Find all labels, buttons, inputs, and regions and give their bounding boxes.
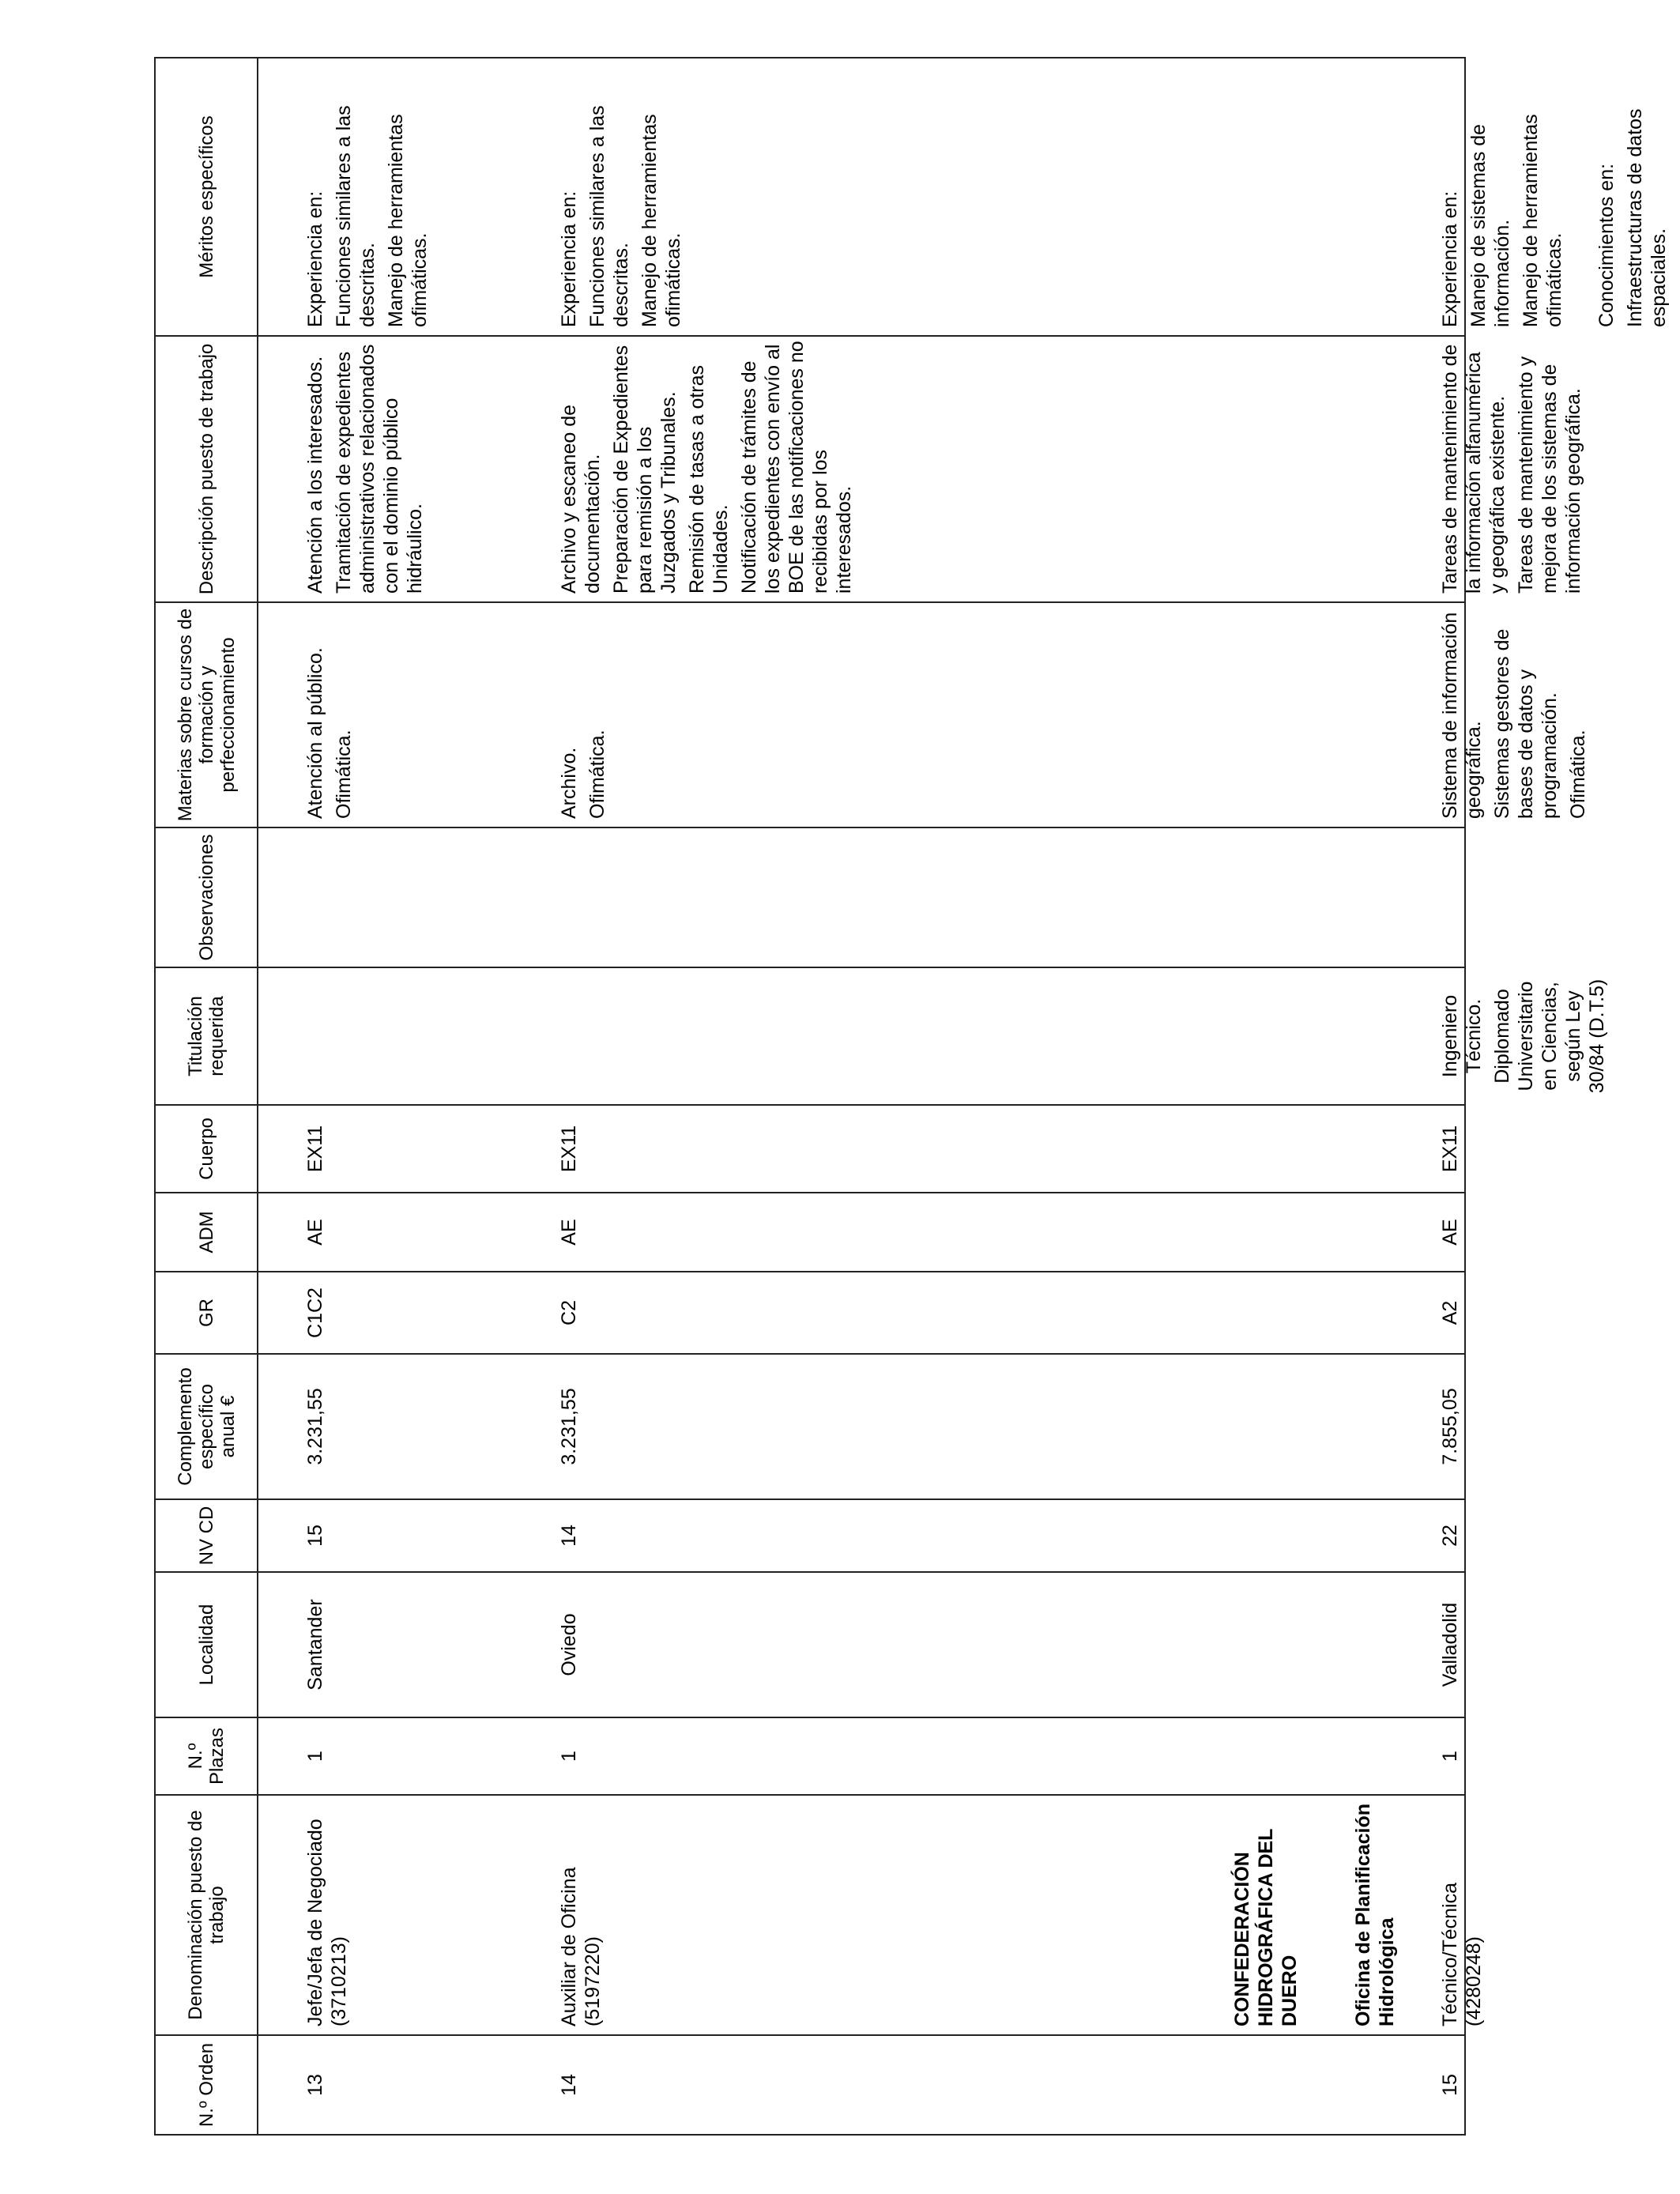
denominacion-13 bbox=[303, 1796, 351, 2034]
header-meritos: Méritos específicos bbox=[155, 58, 258, 336]
header-denominacion: Denominación puesto de trabajo bbox=[155, 1795, 258, 2035]
cuerpo-14: EX11 bbox=[558, 1125, 580, 1173]
meritos-13-item: Manejo de herramientas ofimáticas. bbox=[385, 114, 431, 327]
descripcion-14 bbox=[557, 337, 861, 601]
meritos-13 bbox=[303, 58, 436, 335]
rotated-table-wrapper bbox=[154, 58, 1670, 2136]
adm-13: AE bbox=[304, 1219, 326, 1246]
header-cuerpo: Cuerpo bbox=[155, 1105, 258, 1193]
gr-15: A2 bbox=[1439, 1300, 1461, 1325]
column-cuerpo bbox=[258, 1105, 1465, 1193]
header-plazas: N.º Plazas bbox=[155, 1717, 258, 1795]
descripcion-14-item: Remisión de tasas a otras Unidades. bbox=[686, 364, 732, 594]
materias-14-item: Ofimática. bbox=[586, 729, 608, 819]
subsection-heading: Oficina de Planificación Hidrológica bbox=[1352, 1803, 1398, 2026]
meritos-15-spacer bbox=[1571, 62, 1595, 327]
adm-14: AE bbox=[558, 1219, 580, 1246]
meritos-13-item: Funciones similares a las descritas. bbox=[333, 105, 379, 327]
titulacion-15-item: Ingeniero Técnico. bbox=[1439, 994, 1485, 1078]
meritos-15-item: Manejo de herramientas ofimáticas. bbox=[1520, 114, 1565, 327]
adm-15: AE bbox=[1439, 1219, 1461, 1246]
nvcd-14: 14 bbox=[558, 1525, 580, 1547]
titulacion-15 bbox=[1438, 968, 1614, 1104]
column-materias bbox=[258, 602, 1589, 827]
localidad-14: Oviedo bbox=[558, 1613, 580, 1676]
meritos-15-item: Conocimientos en: bbox=[1595, 163, 1618, 327]
cuerpo-13: EX11 bbox=[304, 1125, 326, 1173]
plazas-14: 1 bbox=[558, 1751, 580, 1762]
localidad-13: Santander bbox=[304, 1599, 326, 1691]
descripcion-14-item: Archivo y escaneo de documentación. bbox=[558, 404, 604, 594]
header-observaciones: Observaciones bbox=[155, 827, 258, 967]
complemento-13: 3.231,55 bbox=[304, 1388, 326, 1465]
header-nvcd: NV CD bbox=[155, 1499, 258, 1572]
gr-13: C1C2 bbox=[304, 1287, 326, 1338]
descripcion-13-item: Atención a los interesados. bbox=[304, 356, 326, 594]
titulacion-15-item: Diplomado Universitario en Ciencias, según Ley 30/84 (D.T.5) bbox=[1491, 978, 1608, 1094]
column-localidad bbox=[258, 1572, 1465, 1717]
descripcion-14-item: Preparación de Expedientes para remisión a los Juzgados y Tribunales. bbox=[610, 345, 680, 594]
meritos-13-item: Experiencia en: bbox=[304, 190, 326, 327]
denominacion-14-name: Auxiliar de Oficina bbox=[558, 1867, 580, 2026]
column-complemento bbox=[258, 1354, 1465, 1499]
column-meritos bbox=[258, 58, 1670, 336]
materias-15 bbox=[1438, 603, 1595, 827]
meritos-15-item: Infraestructuras de datos espaciales. bbox=[1624, 108, 1670, 327]
materias-13-item: Atención al público. bbox=[304, 647, 326, 819]
descripcion-13-item: Tramitación de expedientes administrativos relacionados con el dominio público hidráulico. bbox=[333, 344, 426, 594]
materias-15-item: Sistemas gestores de bases de datos y programación. bbox=[1491, 628, 1561, 819]
denominacion-14 bbox=[557, 1796, 605, 2034]
column-observaciones bbox=[258, 827, 1465, 967]
materias-14 bbox=[557, 603, 614, 827]
complemento-15: 7.855,05 bbox=[1439, 1388, 1461, 1465]
column-descripcion bbox=[258, 336, 1584, 602]
materias-13-item: Ofimática. bbox=[333, 729, 355, 819]
orden-13: 13 bbox=[304, 2074, 326, 2096]
header-complemento: Complemento específico anual € bbox=[155, 1354, 258, 1499]
column-nvcd bbox=[258, 1499, 1465, 1572]
column-plazas bbox=[258, 1717, 1465, 1795]
meritos-14-item: Funciones similares a las descritas. bbox=[586, 105, 632, 327]
denominacion-13-code: (3710213) bbox=[328, 1936, 350, 2026]
header-titulacion: Titulación requerida bbox=[155, 967, 258, 1105]
materias-15-item: Ofimática. bbox=[1567, 729, 1589, 819]
header-descripcion: Descripción puesto de trabajo bbox=[155, 336, 258, 602]
orden-14: 14 bbox=[558, 2074, 580, 2096]
header-adm: ADM bbox=[155, 1193, 258, 1272]
denominacion-15: Técnico/Técnica (4280248) bbox=[1439, 1882, 1485, 2026]
header-localidad: Localidad bbox=[155, 1572, 258, 1717]
nvcd-13: 15 bbox=[304, 1525, 326, 1547]
plazas-15: 1 bbox=[1439, 1751, 1461, 1762]
descripcion-15 bbox=[1438, 337, 1590, 601]
orden-15: 15 bbox=[1439, 2074, 1461, 2096]
header-materias: Materias sobre cursos de formación y perfeccionamiento bbox=[155, 602, 258, 827]
complemento-14: 3.231,55 bbox=[558, 1388, 580, 1465]
materias-14-item: Archivo. bbox=[558, 747, 580, 819]
descripcion-13 bbox=[303, 337, 431, 601]
column-titulacion bbox=[258, 967, 1608, 1105]
materias-13 bbox=[303, 603, 360, 827]
meritos-14 bbox=[557, 58, 690, 335]
plazas-13: 1 bbox=[304, 1751, 326, 1762]
gr-14: C2 bbox=[558, 1300, 580, 1325]
job-positions-table bbox=[154, 57, 1670, 2136]
descripcion-15-item: Tareas de mantenimiento de la información alfanumérica y geográfica existente. bbox=[1439, 344, 1509, 594]
header-gr: GR bbox=[155, 1272, 258, 1354]
header-orden: N.º Orden bbox=[155, 2035, 258, 2135]
meritos-14-item: Experiencia en: bbox=[558, 190, 580, 327]
denominacion-13-name: Jefe/Jefa de Negociado bbox=[304, 1819, 326, 2026]
header-row bbox=[155, 58, 258, 2135]
localidad-15: Valladolid bbox=[1439, 1602, 1461, 1687]
materias-15-item: Sistema de información geográfica. bbox=[1439, 612, 1485, 819]
column-gr bbox=[258, 1272, 1465, 1354]
nvcd-15: 22 bbox=[1439, 1525, 1461, 1547]
cuerpo-15: EX11 bbox=[1439, 1125, 1461, 1173]
column-orden bbox=[258, 2035, 1465, 2135]
meritos-14-item: Manejo de herramientas ofimáticas. bbox=[638, 114, 684, 327]
column-denominacion bbox=[258, 1795, 1485, 2035]
meritos-15-item: Manejo de sistemas de información. bbox=[1467, 123, 1513, 327]
meritos-15-item: Experiencia en: bbox=[1439, 190, 1461, 327]
descripcion-15-item: Tareas de mantenimiento y mejora de los sistemas de información geográfica. bbox=[1515, 356, 1584, 594]
meritos-15 bbox=[1438, 58, 1675, 335]
table-body-row bbox=[258, 58, 1465, 2135]
descripcion-14-item: Notificación de trámites de los expedientes con envío al BOE de las notificaciones no recibidas por los interesados. bbox=[738, 341, 855, 594]
section-heading: CONFEDERACIÓN HIDROGRÁFICA DEL DUERO bbox=[1231, 1829, 1301, 2026]
column-adm bbox=[258, 1193, 1465, 1272]
denominacion-14-code: (5197220) bbox=[582, 1936, 604, 2026]
